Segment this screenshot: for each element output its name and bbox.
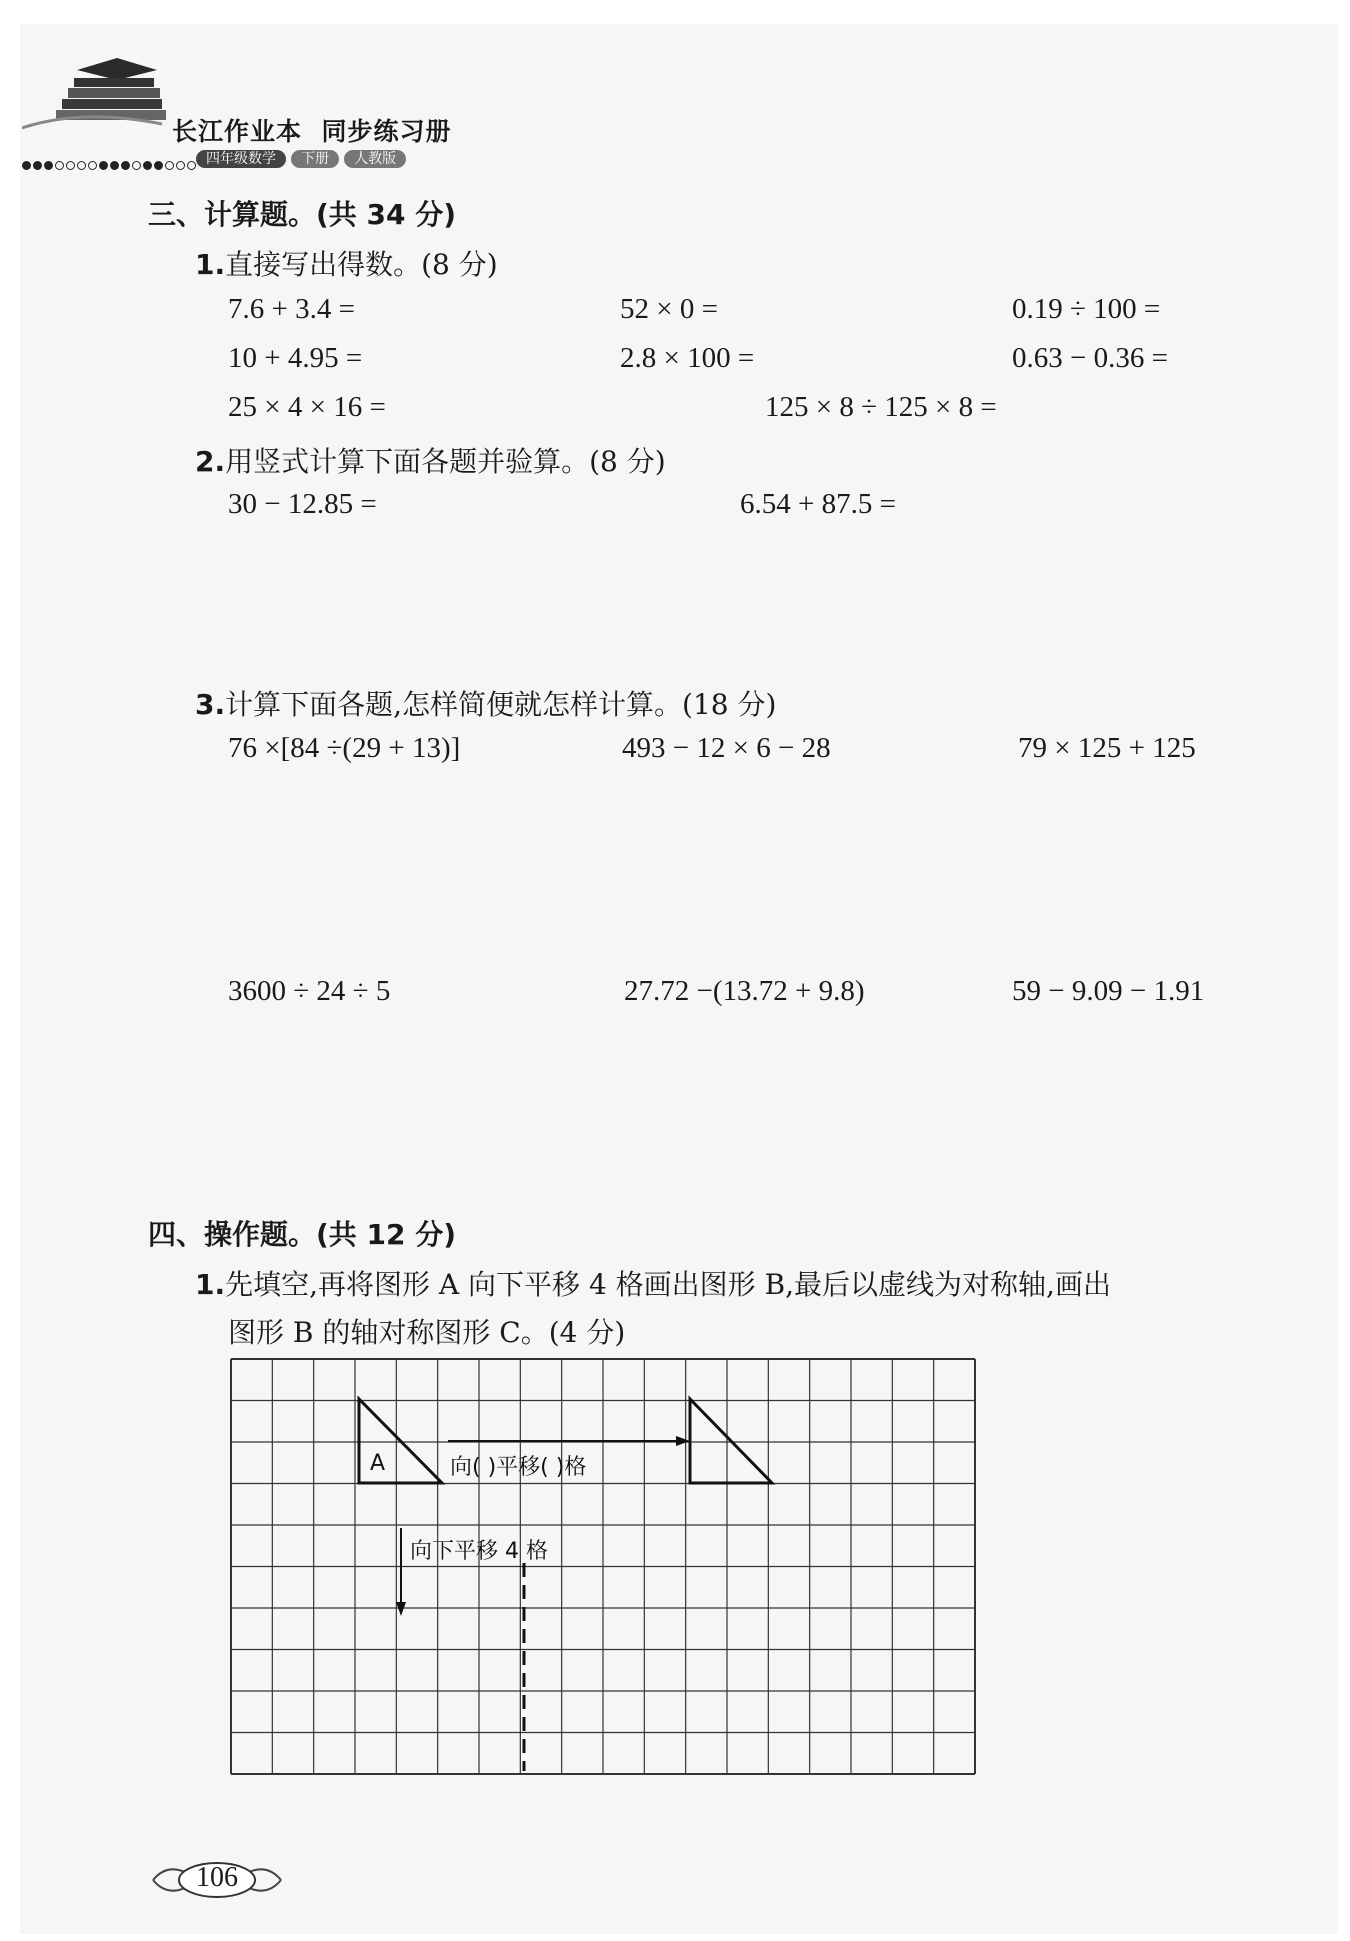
book-stack-logo [22, 58, 172, 136]
expr-item: 493 − 12 × 6 − 28 [622, 732, 831, 764]
down-move-label: 向下平移 4 格 [410, 1539, 548, 1564]
question-2 [195, 440, 666, 480]
horizontal-move-label: 向( )平移( )格 [450, 1455, 587, 1480]
question-text: 直接写出得数。(8 分) [225, 248, 498, 281]
expr-item: 76 ×[84 ÷(29 + 13)] [228, 732, 461, 764]
expr-item: 3600 ÷ 24 ÷ 5 [228, 975, 391, 1007]
expr-item: 59 − 9.09 − 1.91 [1012, 975, 1205, 1007]
expr-item: 30 − 12.85 = [228, 488, 377, 520]
question-number: 3. [195, 688, 226, 721]
volume-label: 下册 [291, 150, 339, 168]
section-3-title: 三、计算题。(共 34 分) [148, 198, 457, 231]
series-name: 同步练习册 [321, 117, 452, 146]
shape-moved [690, 1399, 772, 1483]
expr-item: 79 × 125 + 125 [1018, 732, 1196, 764]
expr-item: 27.72 −(13.72 + 9.8) [624, 975, 865, 1007]
expr-item: 2.8 × 100 = [620, 342, 755, 374]
question-number: 1. [195, 1268, 226, 1301]
arrow-head-icon [396, 1602, 406, 1616]
question-1 [195, 243, 498, 283]
arrow-head-icon [676, 1436, 690, 1446]
grade-label: 四年级数学 [196, 150, 286, 168]
brand-title [172, 112, 451, 148]
question-4-1 [195, 1263, 1111, 1303]
question-text: 用竖式计算下面各题并验算。(8 分) [225, 445, 666, 478]
expr-item: 0.63 − 0.36 = [1012, 342, 1168, 374]
question-text-line1: 先填空,再将图形 A 向下平移 4 格画出图形 B,最后以虚线为对称轴,画出 [225, 1268, 1111, 1301]
brand-name: 长江作业本 [172, 117, 303, 146]
grid-figure [230, 1358, 982, 1788]
header-dots [22, 155, 198, 174]
expr-item: 52 × 0 = [620, 293, 718, 325]
section-4-title: 四、操作题。(共 12 分) [148, 1218, 457, 1251]
expr-item: 25 × 4 × 16 = [228, 391, 386, 423]
grid-lines [231, 1359, 975, 1774]
expr-item: 10 + 4.95 = [228, 342, 363, 374]
question-text: 计算下面各题,怎样简便就怎样计算。(18 分) [225, 688, 777, 721]
question-3 [195, 683, 776, 723]
question-text-line2: 图形 B 的轴对称图形 C。(4 分) [228, 1316, 626, 1349]
expr-item: 7.6 + 3.4 = [228, 293, 355, 325]
grade-badge [196, 148, 406, 168]
shape-a-label: A [370, 1451, 386, 1476]
question-number: 2. [195, 445, 226, 478]
page-number: 106 [196, 1862, 238, 1893]
question-number: 1. [195, 248, 226, 281]
expr-item: 0.19 ÷ 100 = [1012, 293, 1161, 325]
expr-item: 6.54 + 87.5 = [740, 488, 896, 520]
expr-item: 125 × 8 ÷ 125 × 8 = [765, 391, 997, 423]
edition-label: 人教版 [344, 150, 406, 168]
